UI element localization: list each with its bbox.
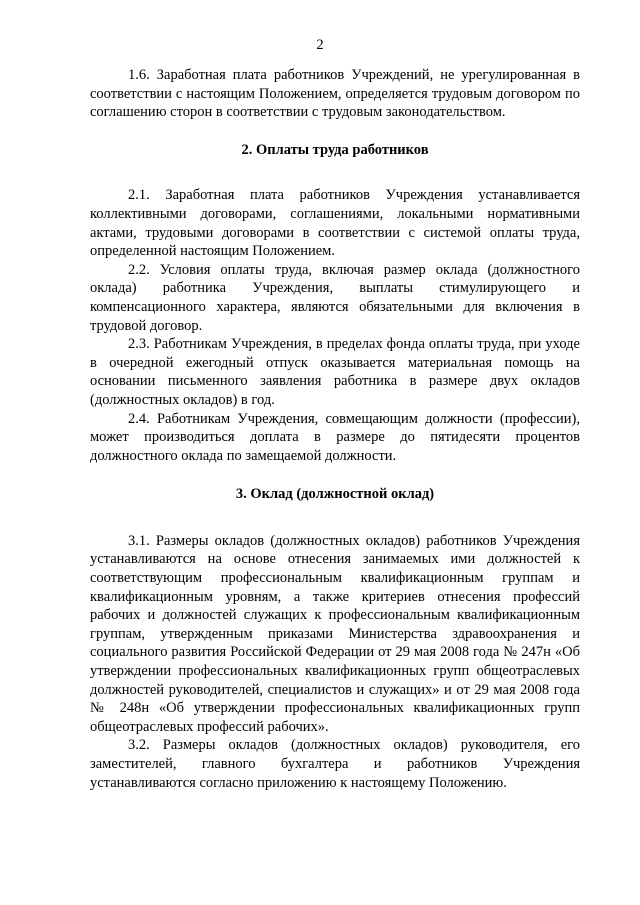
paragraph-2-3: 2.3. Работникам Учреждения, в пределах фонда оплаты труда, при уходе в очередной ежегодный отпуск оказывается материальная помощь на основании письменного заявления работника в размере двух окладов (должностных окладов) в год.: [90, 336, 580, 408]
paragraph-3-2: 3.2. Размеры окладов (должностных окладов) руководителя, его заместителей, главного бухгалтера и работников Учреждения устанавливаются согласно приложению к настоящему Положению.: [90, 737, 580, 791]
paragraph-2-2: 2.2. Условия оплаты труда, включая размер оклада (должностного оклада) работника Учреждения, выплаты стимулирующего и компенсационного характера, являются обязательными для включения в трудовой договор.: [90, 261, 580, 334]
section-2-heading: 2. Оплаты труда работников: [241, 141, 429, 158]
document-body: [90, 66, 580, 792]
paragraph-1-6: 1.6. Заработная плата работников Учреждений, не урегулированная в соответствии с настоящим Положением, определяется трудовым договором по соглашению сторон в соответствии с трудовым законодательством.: [90, 67, 580, 121]
page-number: 2: [316, 37, 324, 53]
paragraph-2-4: 2.4. Работникам Учреждения, совмещающим должности (профессии), может производиться доплата в размере до пятидесяти процентов должностного оклада по замещаемой должности.: [90, 410, 580, 464]
paragraph-3-1: 3.1. Размеры окладов (должностных окладов) работников Учреждения устанавливаются на основе отнесения занимаемых ими должностей к соответствующим профессиональным квалификационным группам и квалификационным уровням, а также критериев отнесения профессий рабочих и должностей служащих к профессиональным квалификационным группам, утвержденным приказами Министерства здравоохранения и социального развития Российской Федерации от 29 мая 2008 года № 247н «Об утверждении профессиональных квалификационных групп общеотраслевых должностей руководителей, специалистов и служащих» и от 29 мая 2008 года № 248н «Об утверждении профессиональных квалификационных групп общеотраслевых профессий рабочих».: [90, 532, 580, 735]
section-3-heading: 3. Оклад (должностной оклад): [235, 486, 435, 503]
paragraph-2-1: 2.1. Заработная плата работников Учреждения устанавливается коллективными договорами, соглашениями, локальными нормативными актами, трудовыми договорами в соответствии с системой оплаты труда, определенной настоящим Положением.: [90, 187, 580, 260]
